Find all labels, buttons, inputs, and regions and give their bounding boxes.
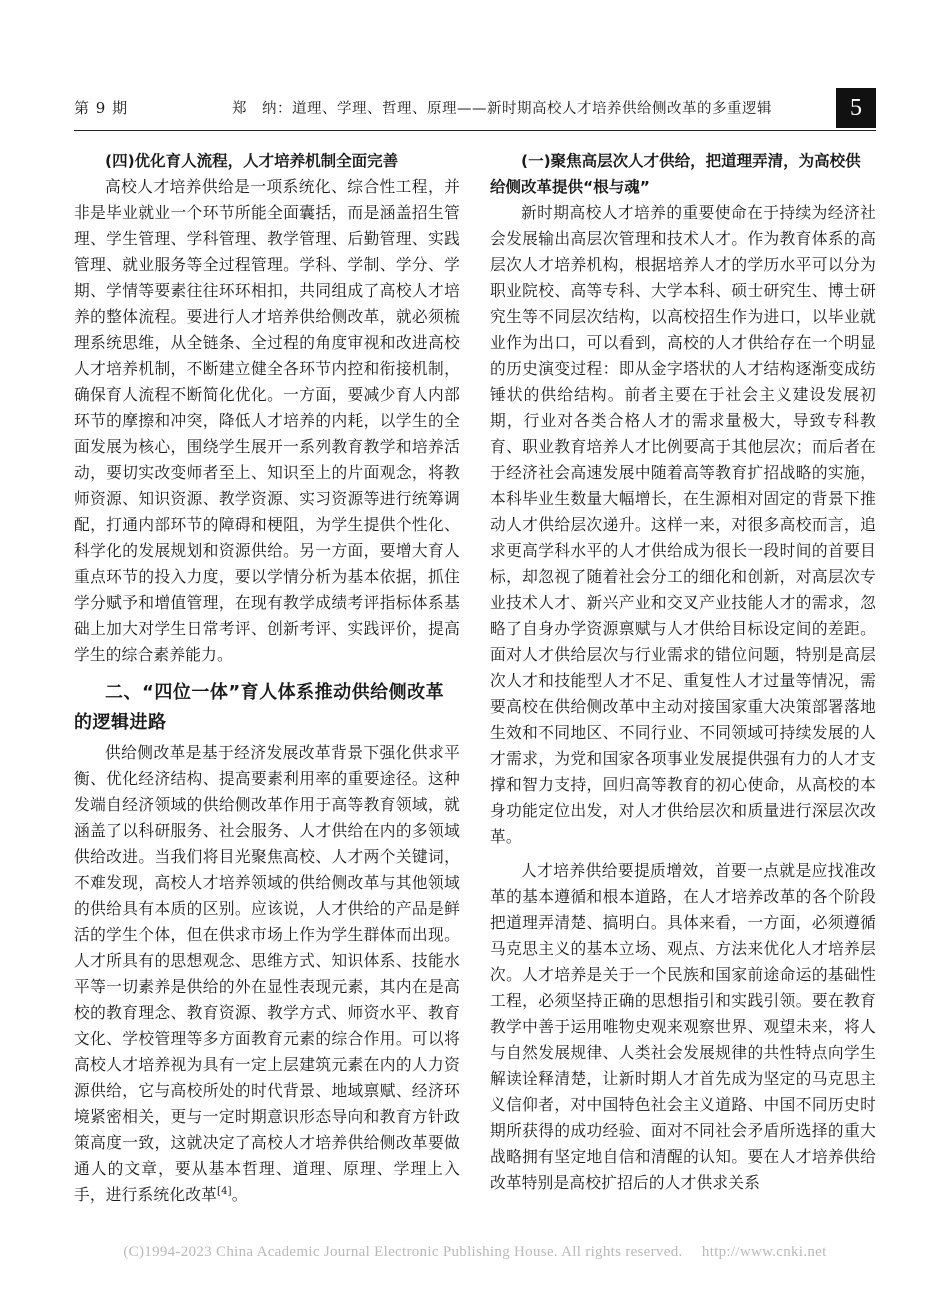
- subsection-heading-4: (四)优化育人流程，人才培养机制全面完善: [105, 152, 399, 170]
- header-rule: [74, 130, 876, 131]
- left-column: [74, 148, 460, 1208]
- spacer: [74, 668, 460, 676]
- paragraph-end: 。: [231, 1185, 248, 1204]
- page-header: [0, 0, 950, 130]
- spacer: [490, 850, 876, 858]
- paragraph: 新时期高校人才培养的重要使命在于持续为经济社会发展输出高层次管理和技术人才。作为教育体系的高层次人才培养机构，根据培养人才的学历水平可以分为职业院校、高等专科、大学本科、硕士研究生、博士研究生等不同层次结构，以高校招生作为进口，以毕业就业作为出口，可以看到，高校的人才供给存在一个明显的历史演变过程：即从金字塔状的人才结构逐渐变成纺锤状的供给结构。前者主要在于社会主义建设发展初期，行业对各类合格人才的需求量极大，导致专科教育、职业教育培养人才比例要高于其他层次；而后者在于经济社会高速发展中随着高等教育扩招战略的实施，本科毕业生数量大幅增长，在生源相对固定的背景下推动人才供给层次递升。这样一来，对很多高校而言，追求更高学科水平的人才供给成为很长一段时间的首要目标，却忽视了随着社会分工的细化和创新，对高层次专业技术人才、新兴产业和交叉产业技能人才的需求，忽略了自身办学资源禀赋与人才供给目标设定间的差距。面对人才供给层次与行业需求的错位问题，特别是高层次人才和技能型人才不足、重复性人才过量等情况，需要高校在供给侧改革中主动对接国家重大决策部署落地生效和不同地区、不同行业、不同领域可持续发展的人才需求，为党和国家各项事业发展提供强有力的人才支撑和智力支持，回归高等教育的初心使命，从高校的本身功能定位出发，对人才供给层次和质量进行深层次改革。: [490, 203, 876, 846]
- paragraph: [74, 740, 460, 1208]
- page-number: 5: [836, 88, 876, 128]
- paragraph: 人才培养供给要提质增效，首要一点就是应找准改革的基本遵循和根本道路，在人才培养改革的各个阶段把道理弄清楚、搞明白。具体来看，一方面，必须遵循马克思主义的基本立场、观点、方法来优化人才培养层次。人才培养是关于一个民族和国家前途命运的基础性工程，必须坚持正确的思想指引和实践引领。要在教育教学中善于运用唯物史观来观察世界、观望未来，将人与自然发展规律、人类社会发展规律的共性特点向学生解读诠释清楚，让新时期人才首先成为坚定的马克思主义信仰者，对中国特色社会主义道路、中国不同历史时期所获得的成功经验、面对不同社会矛盾所选择的重大战略拥有坚定地自信和清醒的认知。要在人才培养供给改革特别是高校扩招后的人才供求关系: [490, 861, 876, 1192]
- citation-ref[interactable]: [4]: [217, 1185, 232, 1197]
- running-title: 郑 纳：道理、学理、哲理、原理——新时期高校人才培养供给侧改革的多重逻辑: [232, 101, 772, 117]
- issue-number: 第 9 期: [74, 99, 129, 117]
- paragraph-text: 供给侧改革是基于经济发展改革背景下强化供求平衡、优化经济结构、提高要素利用率的重要途径。这种发端自经济领域的供给侧改革作用于高等教育领域，就涵盖了以科研服务、社会服务、人才供给在内的多领域供给改进。当我们将目光聚焦高校、人才两个关键词，不难发现，高校人才培养领域的供给侧改革与其他领域的供给具有本质的区别。应该说，人才供给的产品是鲜活的学生个体，但在供求市场上作为学生群体而出现。人才所具有的思想观念、思维方式、知识体系、技能水平等一切素养是供给的外在显性表现元素，其内在是高校的教育理念、教育资源、教学方式、师资水平、教育文化、学校管理等多方面教育元素的综合作用。可以将高校人才培养视为具有一定上层建筑元素在内的人力资源供给，它与高校所处的时代背景、地域禀赋、经济环境紧密相关，更与一定时期意识形态导向和教育方针政策高度一致，这就决定了高校人才培养供给侧改革要做通人的文章，要从基本哲理、道理、原理、学理上入手，进行系统化改革: [74, 743, 460, 1204]
- right-column: [490, 148, 876, 1196]
- paragraph: 高校人才培养供给是一项系统化、综合性工程，并非是毕业就业一个环节所能全面囊括，而是涵盖招生管理、学生管理、学科管理、教学管理、后勤管理、实践管理、就业服务等全过程管理。学科、学制、学分、学期、学情等要素往往环环相扣，共同组成了高校人才培养的整体流程。要进行人才培养供给侧改革，就必须梳理系统思维，从全链条、全过程的角度审视和改进高校人才培养机制，不断建立健全各环节内控和衔接机制，确保育人流程不断简化优化。一方面，要减少育人内部环节的摩擦和冲突，降低人才培养的内耗，以学生的全面发展为核心，围绕学生展开一系列教育教学和培养活动，要切实改变师者至上、知识至上的片面观念，将教师资源、知识资源、教学资源、实习资源等进行统筹调配，打通内部环节的障碍和梗阻，为学生提供个性化、科学化的发展规划和资源供给。另一方面，要增大育人重点环节的投入力度，要以学情分析为基本依据，抓住学分赋予和增值管理，在现有教学成绩考评指标体系基础上加大对学生日常考评、创新考评、实践评价，提高学生的综合素养能力。: [74, 177, 460, 664]
- section-2-title: 二、“四位一体”育人体系推动供给侧改革的逻辑进路: [74, 682, 445, 733]
- copyright-footer: (C)1994-2023 China Academic Journal Electronic Publishing House. All rights reserved. http://www.cnki.net: [123, 1244, 827, 1260]
- subsection-heading-1: (一)聚焦高层次人才供给，把道理弄清，为高校供给侧改革提供“根与魂”: [490, 152, 861, 196]
